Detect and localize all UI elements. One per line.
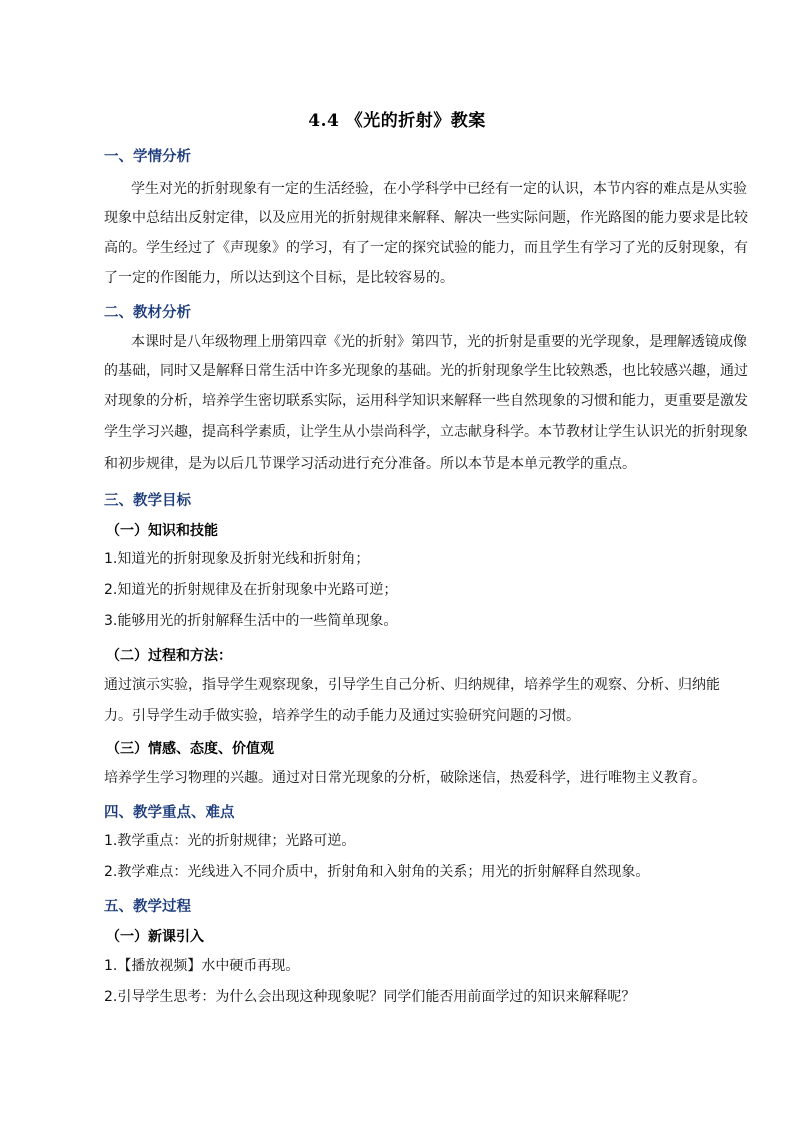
document-title: 4.4 《光的折射》教案	[308, 111, 486, 131]
list-item: 1.知道光的折射现象及折射光线和折射角；	[104, 551, 370, 567]
paragraph-line: 高的。学生经过了《声现象》的学习，有了一定的探究试验的能力，而且学生有学习了光的反射现象，有	[104, 240, 748, 256]
subheading-process-methods: （二）过程和方法：	[106, 648, 232, 664]
subheading-new-lesson-intro: （一）新课引入	[106, 929, 204, 945]
paragraph-line: 现象中总结出反射定律，以及应用光的折射规律来解释、解决一些实际问题，作光路图的能力要求是比较	[104, 210, 748, 226]
section-heading-teaching-goals: 三、教学目标	[104, 493, 191, 509]
list-item: 1.【播放视频】水中硬币再现。	[104, 958, 300, 974]
paragraph-line: 和初步规律，是为以后几节课学习活动进行充分准备。所以本节是本单元教学的重点。	[104, 456, 636, 472]
section-heading-teaching-process: 五、教学过程	[104, 899, 191, 915]
paragraph-line: 的基础，同时又是解释日常生活中许多光现象的基础。光的折射现象学生比较熟悉，也比较感兴趣，通过	[104, 363, 748, 379]
subheading-knowledge-skills: （一）知识和技能	[106, 523, 218, 539]
subheading-attitude-values: （三）情感、态度、价值观	[106, 741, 274, 757]
section-heading-learning-analysis: 一、学情分析	[104, 149, 191, 165]
paragraph-line: 学生学习兴趣，提高科学素质，让学生从小崇尚科学，立志献身科学。本节教材让学生认识光的折射现象	[104, 424, 748, 440]
paragraph-line: 力。引导学生动手做实验，培养学生的动手能力及通过实验研究问题的习惯。	[104, 708, 580, 724]
list-item: 2.知道光的折射规律及在折射现象中光路可逆；	[104, 582, 398, 598]
paragraph-line: 对现象的分析，培养学生密切联系实际，运用科学知识来解释一些自然现象的习惯和能力，更重要是激发	[104, 393, 748, 409]
list-item: 3.能够用光的折射解释生活中的一些简单现象。	[104, 613, 398, 629]
section-heading-key-points: 四、教学重点、难点	[104, 805, 235, 821]
paragraph-line: 了一定的作图能力，所以达到这个目标，是比较容易的。	[104, 270, 454, 286]
paragraph-line: 培养学生学习物理的兴趣。通过对日常光现象的分析，破除迷信，热爱科学，进行唯物主义教育。	[104, 770, 706, 786]
paragraph-line: 通过演示实验，指导学生观察现象，引导学生自己分析、归纳规律，培养学生的观察、分析、归纳能	[104, 677, 720, 693]
paragraph-line: 学生对光的折射现象有一定的生活经验，在小学科学中已经有一定的认识，本节内容的难点是从实验	[131, 181, 747, 197]
paragraph-line: 本课时是八年级物理上册第四章《光的折射》第四节，光的折射是重要的光学现象，是理解透镜成像	[131, 334, 747, 350]
section-heading-textbook-analysis: 二、教材分析	[104, 305, 191, 321]
list-item: 2.引导学生思考：为什么会出现这种现象呢？同学们能否用前面学过的知识来解释呢？	[104, 989, 636, 1005]
list-item: 2.教学难点：光线进入不同介质中，折射角和入射角的关系；用光的折射解释自然现象。	[104, 864, 650, 880]
list-item: 1.教学重点：光的折射规律；光路可逆。	[104, 833, 356, 849]
